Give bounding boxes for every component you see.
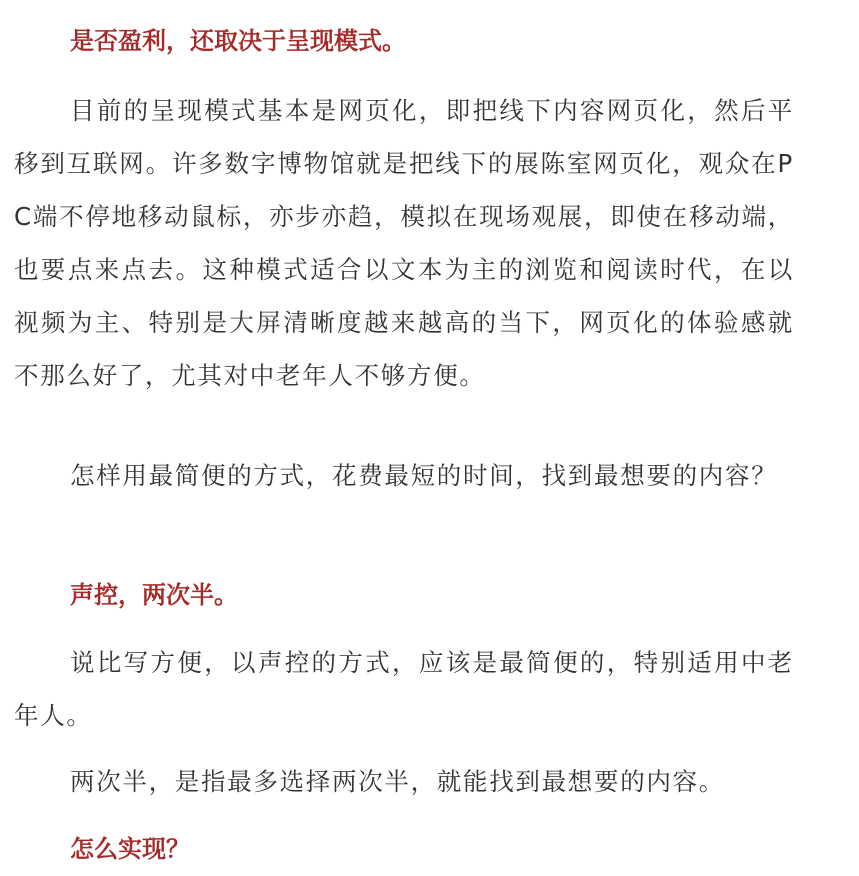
paragraph-question: 怎样用最简便的方式，花费最短的时间，找到最想要的内容？	[70, 461, 778, 490]
paragraph-two-and-half: 两次半，是指最多选择两次半，就能找到最想要的内容。	[70, 767, 725, 796]
section-heading-how-to-implement: 怎么实现？	[70, 835, 190, 863]
section-heading-voice-control: 声控，两次半。	[70, 581, 238, 609]
paragraph-voice-control: 说比写方便，以声控的方式，应该是最简便的，特别适用中老年人。	[14, 648, 794, 730]
paragraph-presentation-mode: 目前的呈现模式基本是网页化，即把线下内容网页化，然后平移到互联网。许多数字博物馆就是把线下的展陈室网页化，观众在PC端不停地移动鼠标，亦步亦趋，模拟在现场观展，即使在移动端，也要点来点去。这种模式适合以文本为主的浏览和阅读时代，在以视频为主、特别是大屏清晰度越来越高的当下，网页化的体验感就不那么好了，尤其对中老年人不够方便。	[14, 96, 794, 390]
section-heading-profitability: 是否盈利，还取决于呈现模式。	[70, 27, 406, 55]
